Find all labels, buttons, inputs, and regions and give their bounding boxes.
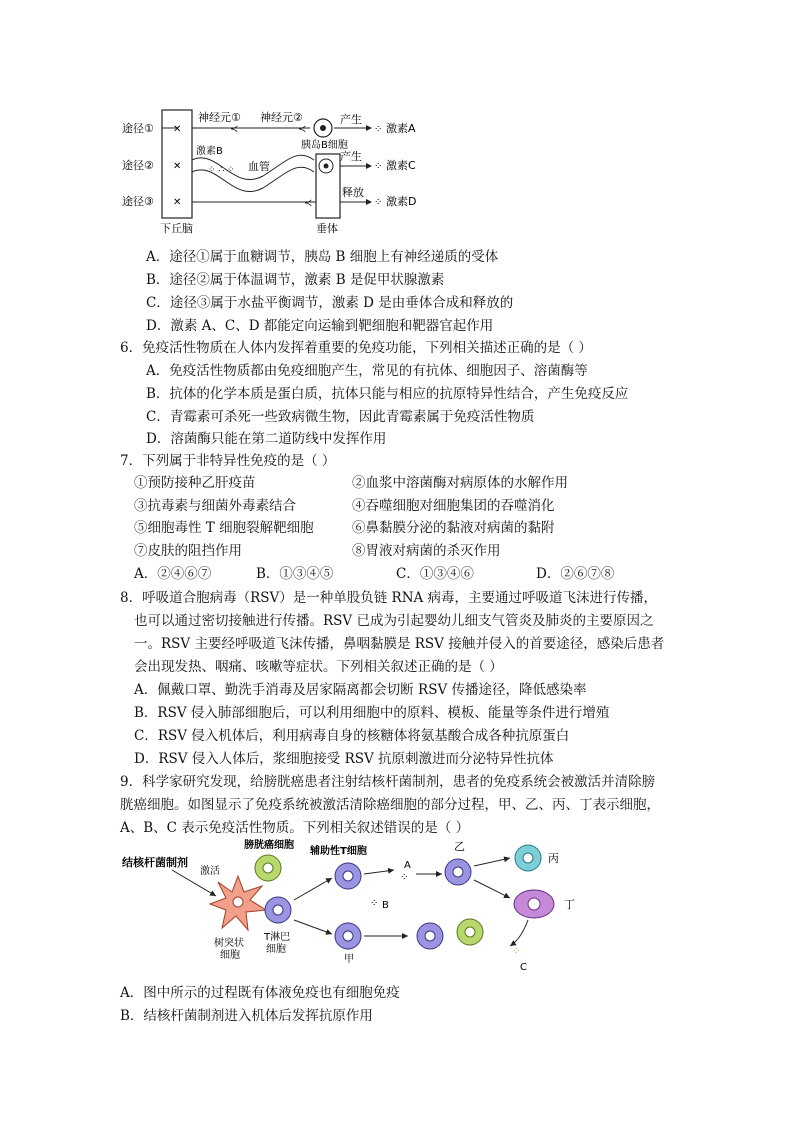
hypothalamus-label: 下丘脑 <box>160 222 193 235</box>
svg-text:≺: ≺ <box>230 124 239 135</box>
q7-item-6: ⑥鼻黏膜分泌的黏液对病菌的黏附 <box>352 520 555 536</box>
q7-option-a: A．②④⑥⑦ <box>134 566 212 582</box>
q7-item-2: ②血浆中溶菌酶对病原体的水解作用 <box>352 475 568 491</box>
svg-text:✕: ✕ <box>173 161 182 172</box>
q8-option-b: B．RSV 侵入肺部细胞后，可以利用细胞中的原料、模板、能量等条件进行增殖 <box>134 705 610 721</box>
q9-stem-line2: 胱癌细胞。如图显示了免疫系统被激活清除癌细胞的部分过程，甲、乙、丙、丁表示细胞， <box>120 797 660 813</box>
q8-option-d: D．RSV 侵入人体后，浆细胞接受 RSV 抗原刺激进而分泌特异性抗体 <box>134 751 554 767</box>
hormone-regulation-figure <box>118 108 428 236</box>
svg-text:⁘: ⁘ <box>374 124 383 135</box>
q8-option-c: C．RSV 侵入机体后，利用病毒自身的核糖体将氨基酸合成各种抗原蛋白 <box>134 728 570 744</box>
q9-option-b: B．结核杆菌制剂进入机体后发挥抗原作用 <box>120 1008 373 1024</box>
q8-stem-line2: 也可以通过密切接触进行传播。RSV 已成为引起婴幼儿细支气管炎及肺炎的主要原因之 <box>134 613 654 629</box>
bing-label: 丙 <box>548 852 559 865</box>
route2-label: 途径② <box>122 159 154 172</box>
svg-text:⁘: ⁘ <box>512 946 521 957</box>
label-a: A <box>404 860 411 871</box>
hormone-b-label: 激素B <box>196 146 223 157</box>
route1-label: 途径① <box>122 122 154 135</box>
q7-option-b: B．①③④⑤ <box>256 566 334 582</box>
q6-option-c: C．青霉素可杀死一些致病微生物，因此青霉素属于免疫活性物质 <box>146 409 535 425</box>
q7-item-1: ①预防接种乙肝疫苗 <box>134 475 256 491</box>
q7-item-5: ⑤细胞毒性 T 细胞裂解靶细胞 <box>134 520 314 536</box>
produce1-label: 产生 <box>340 113 362 126</box>
tb-agent-label: 结核杆菌制剂 <box>122 856 188 869</box>
t-lymph-label-1: T淋巴 <box>264 932 291 943</box>
dendritic-label-2: 细胞 <box>220 950 240 961</box>
pituitary-label: 垂体 <box>316 222 338 235</box>
q6-option-b: B．抗体的化学本质是蛋白质，抗体只能与相应的抗原特异性结合，产生免疫反应 <box>146 386 629 402</box>
islet-b-label: 胰岛B细胞 <box>301 140 348 151</box>
ding-label: 丁 <box>564 898 575 911</box>
svg-text:⁘: ⁘ <box>370 898 379 909</box>
helper-t-label: 辅助性T细胞 <box>310 846 367 857</box>
produce2-label: 产生 <box>340 150 362 163</box>
label-c: C <box>520 962 527 973</box>
q5-option-b: B．途径②属于体温调节，激素 B 是促甲状腺激素 <box>146 272 445 288</box>
svg-text:✕: ✕ <box>173 197 182 208</box>
q8-stem-line4: 会出现发热、咽痛、咳嗽等症状。下列相关叙述正确的是（ ） <box>134 659 503 675</box>
q7-item-8: ⑧胃液对病菌的杀灭作用 <box>352 543 501 559</box>
immune-process-figure <box>118 836 598 976</box>
hormone-a-label: 激素A <box>386 122 416 135</box>
q8-stem-line1: 8．呼吸道合胞病毒（RSV）是一种单股负链 RNA 病毒，主要通过呼吸道飞沫进行传播， <box>120 590 658 606</box>
route3-label: 途径③ <box>122 195 154 208</box>
label-b: B <box>382 900 389 911</box>
q8-option-a: A．佩戴口罩、勤洗手消毒及居家隔离都会切断 RSV 传播途径，降低感染率 <box>134 682 587 698</box>
q5-option-a: A．途径①属于血糖调节，胰岛 B 细胞上有神经递质的受体 <box>146 249 499 265</box>
q9-stem-line3: A、B、C 表示免疫活性物质。下列相关叙述错误的是（ ） <box>120 820 470 836</box>
q6-option-a: A．免疫活性物质都由免疫细胞产生，常见的有抗体、细胞因子、溶菌酶等 <box>146 363 588 379</box>
q9-stem-line1: 9．科学家研究发现，给膀胱癌患者注射结核杆菌制剂，患者的免疫系统会被激活并清除膀 <box>120 774 656 790</box>
neuron2-label: 神经元② <box>260 111 303 124</box>
release-label: 释放 <box>342 186 364 199</box>
svg-text:⁘: ⁘ <box>374 161 383 172</box>
q7-option-d: D．②⑥⑦⑧ <box>536 566 615 582</box>
jia-label: 甲 <box>344 954 354 965</box>
q5-option-d: D．激素 A、C、D 都能定向运输到靶细胞和靶器官起作用 <box>146 318 494 334</box>
hormone-d-label: 激素D <box>386 195 417 208</box>
q5-option-c: C．途径③属于水盐平衡调节，激素 D 是由垂体合成和释放的 <box>146 295 514 311</box>
t-lymph-label-2: 细胞 <box>266 944 286 955</box>
svg-text:⁘: ⁘ <box>374 197 383 208</box>
q7-item-4: ④吞噬细胞对细胞集团的吞噬消化 <box>352 498 555 514</box>
neuron1-label: 神经元① <box>198 111 241 124</box>
q7-stem: 7．下列属于非特异性免疫的是（ ） <box>120 453 336 469</box>
q7-item-3: ③抗毒素与细菌外毒素结合 <box>134 498 296 514</box>
q7-option-c: C．①③④⑥ <box>396 566 474 582</box>
q6-option-d: D．溶菌酶只能在第二道防线中发挥作用 <box>146 431 387 447</box>
vessel-label: 血管 <box>248 160 270 173</box>
svg-text:≺: ≺ <box>298 124 307 135</box>
dendritic-label-1: 树突状 <box>214 938 244 949</box>
svg-text:✕: ✕ <box>173 124 182 135</box>
svg-text:⁘ ∴ ⁘: ⁘ ∴ ⁘ <box>208 165 235 175</box>
q8-stem-line3: 一。RSV 主要经呼吸道飞沫传播，鼻咽黏膜是 RSV 接触并侵入的首要途径，感染后患者 <box>134 636 665 652</box>
q6-stem: 6．免疫活性物质在人体内发挥着重要的免疫功能，下列相关描述正确的是（ ） <box>120 340 592 356</box>
svg-text:≺: ≺ <box>304 198 313 209</box>
yi-label: 乙 <box>454 840 465 853</box>
cancer-cell-label: 膀胱癌细胞 <box>244 840 294 851</box>
q9-option-a: A．图中所示的过程既有体液免疫也有细胞免疫 <box>120 985 400 1001</box>
activate-label: 激活 <box>200 866 220 877</box>
q7-item-7: ⑦皮肤的阻挡作用 <box>134 543 242 559</box>
hormone-c-label: 激素C <box>386 159 416 172</box>
svg-text:⁘: ⁘ <box>400 872 409 883</box>
